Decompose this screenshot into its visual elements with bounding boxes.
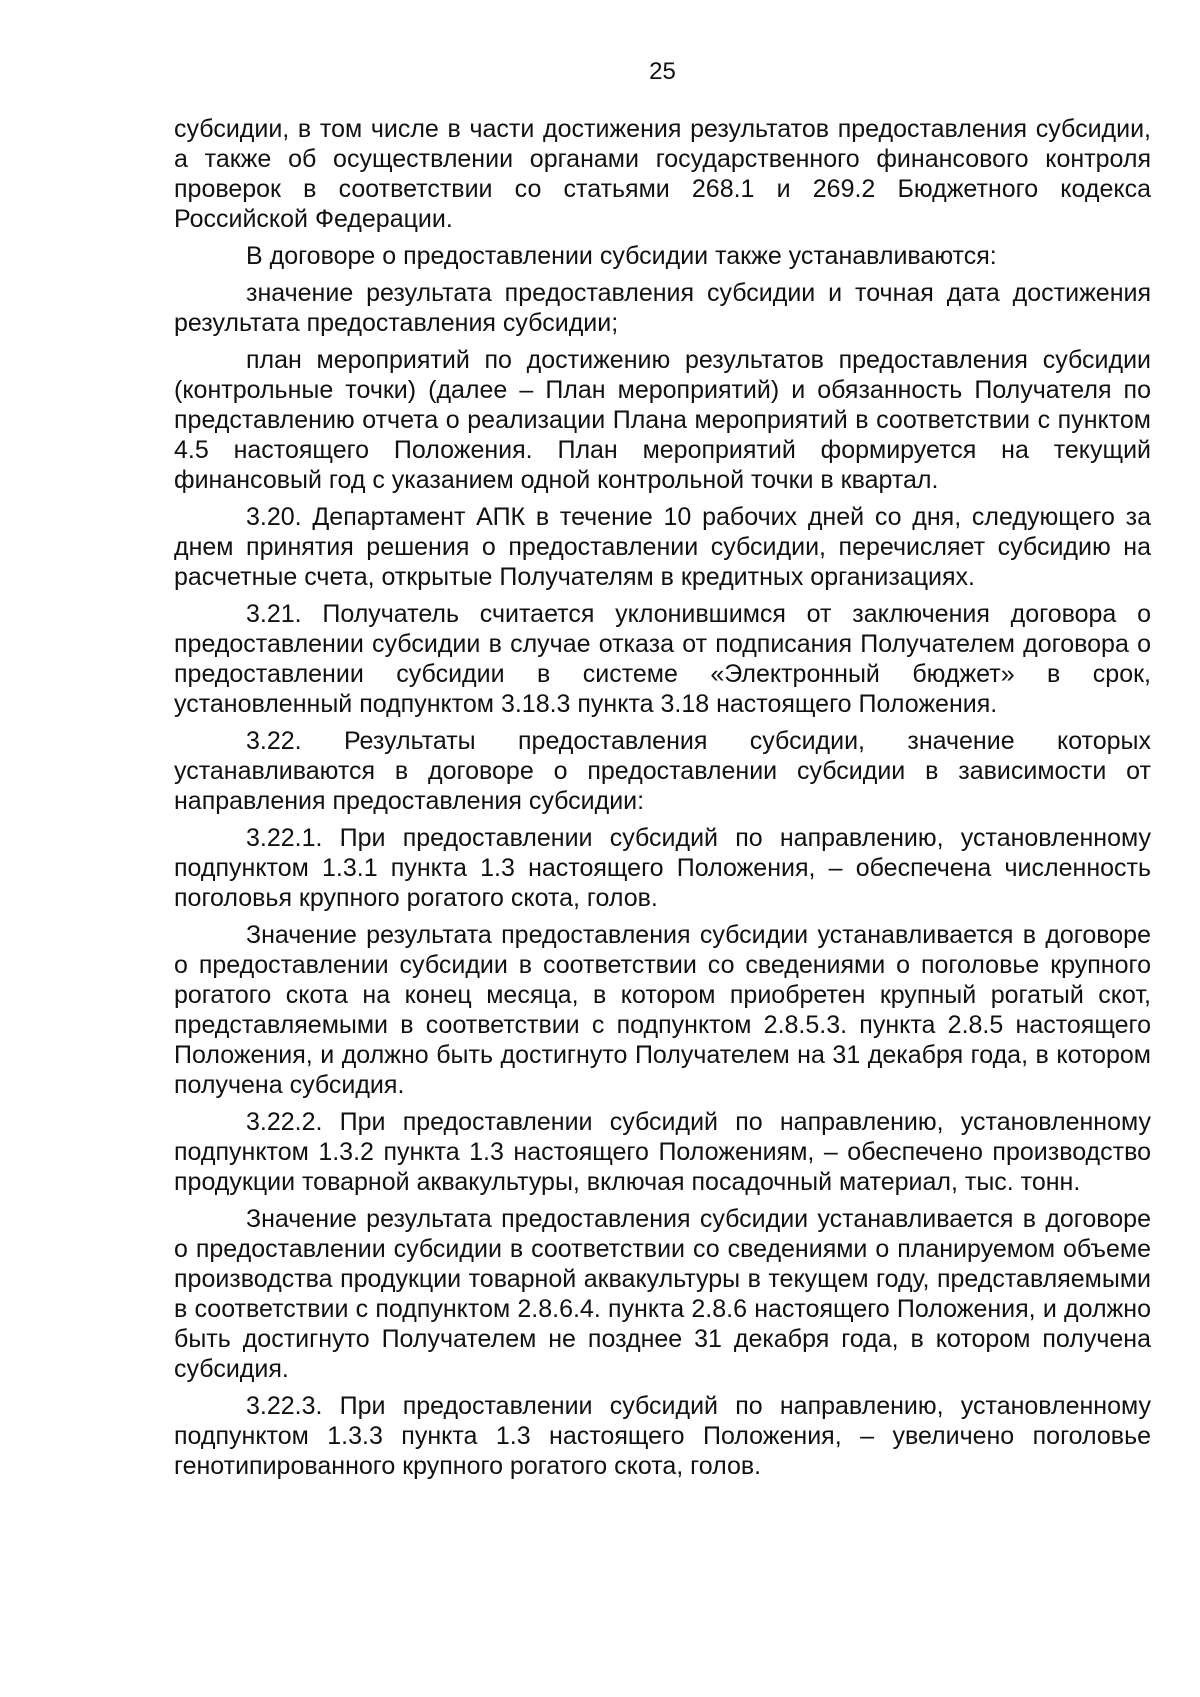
page-number: 25 xyxy=(649,58,676,85)
paragraph-3-22-2: 3.22.2. При предоставлении субсидий по направлению, установленному подпунктом 1.3.2 пункта 1.3 настоящего Положениям, – обеспечено производство продукции товарной аквакультуры, включая посадочный материал, тыс. тонн. xyxy=(174,1108,1151,1196)
paragraph-3-22-1-value: Значение результата предоставления субсидии устанавливается в договоре о предоставлении субсидии в соответствии со сведениями о поголовье крупного рогатого скота на конец месяца, в котором приобретен крупный рогатый скот, представляемыми в соответствии с подпунктом 2.8.5.3. пункта 2.8.5 настоящего Положения, и должно быть достигнуто Получателем на 31 декабря года, в котором получена субсидия. xyxy=(174,921,1151,1099)
paragraph-action-plan: план мероприятий по достижению результатов предоставления субсидии (контрольные точки) (далее – План мероприятий) и обязанность Получателя по представлению отчета о реализации Плана мероприятий в соответствии с пунктом 4.5 настоящего Положения. План мероприятий формируется на текущий финансовый год с указанием одной контрольной точки в квартал. xyxy=(174,346,1151,494)
document-body xyxy=(174,114,1151,1488)
paragraph-3-22-2-value: Значение результата предоставления субсидии устанавливается в договоре о предоставлении субсидии в соответствии со сведениями о планируемом объеме производства продукции товарной аквакультуры в текущем году, представляемыми в соответствии с подпунктом 2.8.6.4. пункта 2.8.6 настоящего Положения, и должно быть достигнуто Получателем не позднее 31 декабря года, в котором получена субсидия. xyxy=(174,1205,1151,1383)
paragraph-3-20: 3.20. Департамент АПК в течение 10 рабочих дней со дня, следующего за днем принятия решения о предоставлении субсидии, перечисляет субсидию на расчетные счета, открытые Получателям в кредитных организациях. xyxy=(174,503,1151,591)
paragraph-result-value: значение результата предоставления субсидии и точная дата достижения результата предоставления субсидии; xyxy=(174,279,1151,337)
paragraph-3-22-1: 3.22.1. При предоставлении субсидий по направлению, установленному подпунктом 1.3.1 пункта 1.3 настоящего Положения, – обеспечена численность поголовья крупного рогатого скота, голов. xyxy=(174,824,1151,912)
paragraph-3-21: 3.21. Получатель считается уклонившимся от заключения договора о предоставлении субсидии в случае отказа от подписания Получателем договора о предоставлении субсидии в системе «Электронный бюджет» в срок, установленный подпунктом 3.18.3 пункта 3.18 настоящего Положения. xyxy=(174,600,1151,718)
paragraph-3-22: 3.22. Результаты предоставления субсидии, значение которых устанавливаются в договоре о предоставлении субсидии в зависимости от направления предоставления субсидии: xyxy=(174,727,1151,815)
paragraph-3-22-3: 3.22.3. При предоставлении субсидий по направлению, установленному подпунктом 1.3.3 пункта 1.3 настоящего Положения, – увеличено поголовье генотипированного крупного рогатого скота, голов. xyxy=(174,1392,1151,1480)
paragraph-agreement-intro: В договоре о предоставлении субсидии также устанавливаются: xyxy=(246,242,997,270)
paragraph-continuation: субсидии, в том числе в части достижения результатов предоставления субсидии, а также об осуществлении органами государственного финансового контроля проверок в соответствии со статьями 268.1 и 269.2 Бюджетного кодекса Российской Федерации. xyxy=(174,115,1151,233)
